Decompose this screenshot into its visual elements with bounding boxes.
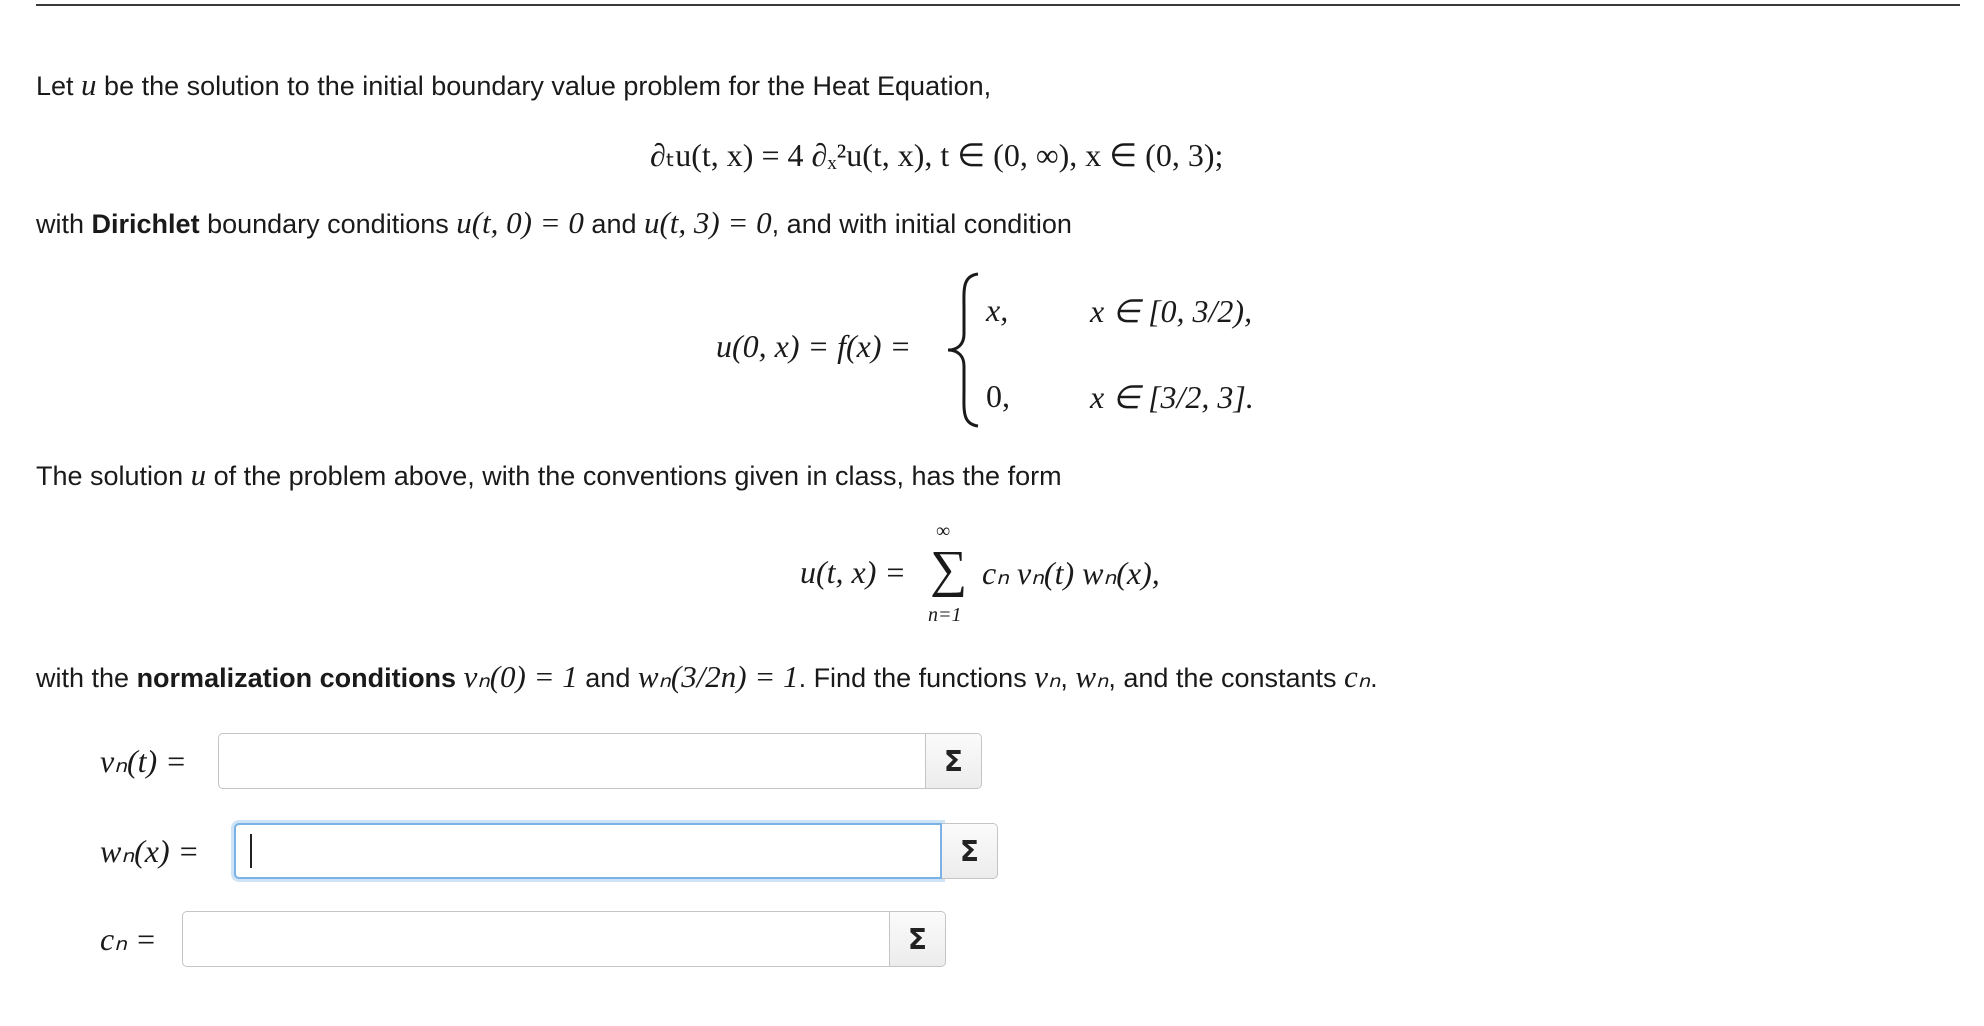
- cn-equation-editor-button[interactable]: [890, 911, 946, 967]
- bc-part: , and with initial condition: [771, 209, 1072, 239]
- intro-text: [36, 68, 991, 103]
- boundary-conditions-text: [36, 206, 1072, 241]
- case-2-value-text: 0,: [986, 378, 1010, 414]
- wn-equation-editor-button[interactable]: [942, 823, 998, 879]
- heat-equation-text: ∂ₜu(t, x) = 4 ∂ₓ²u(t, x), t ∈ (0, ∞), x ∈ (0, 3);: [650, 137, 1224, 173]
- bc-bold: Dirichlet: [91, 209, 200, 239]
- solution-part: The solution: [36, 461, 191, 491]
- cn-label: [100, 920, 157, 958]
- wn-input[interactable]: [234, 823, 942, 879]
- series-rhs: [982, 554, 1160, 592]
- bc-part: boundary conditions: [199, 209, 457, 239]
- sum-lower-limit: [928, 604, 962, 627]
- sum-lower-text: n=1: [928, 604, 962, 626]
- cn-label-text: cₙ =: [100, 921, 157, 957]
- series-rhs-text: cₙ vₙ(t) wₙ(x),: [982, 555, 1160, 591]
- bc-condition-2: u(t, 3) = 0: [643, 205, 772, 240]
- wn-label: [100, 832, 199, 870]
- sigma-icon: Σ: [943, 744, 964, 778]
- variable-u: u: [190, 457, 207, 492]
- vn-equation-editor-button[interactable]: [926, 733, 982, 789]
- bc-condition-1: u(t, 0) = 0: [456, 205, 584, 240]
- vn-label-text: vₙ(t) =: [100, 743, 187, 779]
- initial-lhs-text: u(0, x) = f(x) =: [716, 328, 912, 364]
- cn-input[interactable]: [182, 911, 890, 967]
- function-v: vₙ: [1034, 659, 1061, 694]
- norm-part: and: [577, 663, 638, 693]
- norm-part: with the: [36, 663, 137, 693]
- norm-condition-1: vₙ(0) = 1: [463, 659, 578, 694]
- piecewise-brace-icon: [944, 270, 984, 430]
- solution-part: of the problem above, with the conventions given in class, has the form: [206, 461, 1062, 491]
- vn-label: [100, 742, 187, 780]
- normalization-text: with the normalization conditions vₙ(0) = 1 and wₙ(3/2n) = 1. Find the functions vₙ, wₙ, and the constants cₙ.: [36, 659, 1378, 694]
- summation-icon: ∑: [930, 541, 968, 598]
- case-2-value: [986, 378, 1010, 415]
- case-1-value: [986, 292, 1008, 329]
- initial-condition-lhs: [716, 328, 911, 365]
- constant-c: cₙ: [1344, 659, 1371, 694]
- heat-equation: [650, 136, 1223, 174]
- norm-part: . Find the functions: [798, 663, 1035, 693]
- text-cursor: [250, 834, 252, 868]
- bc-part: with: [36, 209, 92, 239]
- intro-part: Let: [36, 71, 82, 101]
- top-divider: [36, 4, 1960, 6]
- norm-bold: normalization conditions: [136, 663, 457, 693]
- series-lhs: [800, 554, 906, 591]
- case-2-condition-text: x ∈ [3/2, 3].: [1090, 379, 1254, 415]
- norm-part: , and the constants: [1108, 663, 1345, 693]
- intro-part: be the solution to the initial boundary value problem for the Heat Equation,: [96, 71, 992, 101]
- case-1-condition: [1090, 292, 1252, 330]
- sigma-icon: Σ: [907, 922, 928, 956]
- norm-condition-2: wₙ(3/2n) = 1: [637, 659, 799, 694]
- sigma-icon: Σ: [959, 834, 980, 868]
- wn-label-text: wₙ(x) =: [100, 833, 200, 869]
- bc-part: and: [583, 209, 644, 239]
- function-w: wₙ: [1075, 659, 1109, 694]
- variable-u: u: [81, 67, 97, 102]
- vn-input[interactable]: [218, 733, 926, 789]
- case-2-condition: [1090, 378, 1254, 416]
- series-lhs-text: u(t, x) =: [800, 554, 906, 590]
- case-1-value-text: x,: [986, 292, 1009, 328]
- case-1-condition-text: x ∈ [0, 3/2),: [1090, 293, 1253, 329]
- sum-upper-text: ∞: [936, 520, 951, 542]
- solution-form-text: [36, 458, 1062, 493]
- norm-part: .: [1370, 663, 1378, 693]
